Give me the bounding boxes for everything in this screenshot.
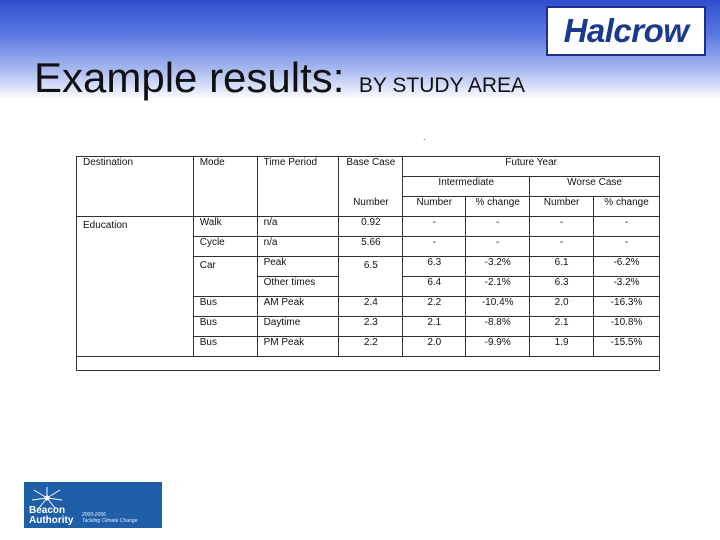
int-pct-cell: -3.2% (466, 257, 530, 277)
worse-pct-cell: -10.8% (594, 317, 660, 337)
header-base-case: Base Case (339, 157, 403, 177)
int-pct-cell: -2.1% (466, 277, 530, 297)
beacon-years: 2000-2006 (82, 512, 106, 518)
beacon-name (29, 506, 73, 526)
worse-pct-cell: -6.2% (594, 257, 660, 277)
table-row (77, 217, 660, 237)
mode-cell: Car (193, 257, 257, 297)
base-cell: 6.5 (339, 257, 403, 297)
int-num-cell: 6.3 (403, 257, 466, 277)
title-sub: BY STUDY AREA (358, 74, 526, 97)
table-bottom-spacer (77, 357, 660, 371)
table-bottom-spacer-cell (77, 357, 660, 371)
slide-title (34, 54, 525, 102)
period-cell: n/a (257, 217, 339, 237)
int-num-cell: 2.0 (403, 337, 466, 357)
header-mode: Mode (193, 157, 257, 217)
header-intermediate: Intermediate (403, 177, 530, 197)
period-cell: Other times (257, 277, 339, 297)
worse-num-cell: 2.1 (530, 317, 594, 337)
worse-pct-cell: -16.3% (594, 297, 660, 317)
int-pct-cell: - (466, 217, 530, 237)
int-num-cell: 2.1 (403, 317, 466, 337)
worse-num-cell: 2.0 (530, 297, 594, 317)
header-int-pct: % change (466, 197, 530, 217)
period-cell: Daytime (257, 317, 339, 337)
halcrow-logo (546, 6, 706, 56)
mode-cell: Bus (193, 297, 257, 317)
int-pct-cell: -9.9% (466, 337, 530, 357)
mode-cell: Bus (193, 337, 257, 357)
period-cell: Peak (257, 257, 339, 277)
header-base-case-spacer (339, 177, 403, 197)
beacon-authority-logo (24, 482, 162, 528)
beacon-tagline-text: Tackling Climate Change (82, 518, 138, 524)
beacon-tagline (82, 512, 137, 524)
worse-num-cell: - (530, 217, 594, 237)
int-num-cell: 6.4 (403, 277, 466, 297)
period-cell: AM Peak (257, 297, 339, 317)
stray-dot: . (423, 132, 426, 142)
int-num-cell: 2.2 (403, 297, 466, 317)
halcrow-logo-text: Halcrow (563, 12, 689, 49)
worse-num-cell: - (530, 237, 594, 257)
results-table (76, 156, 660, 371)
destination-cell: Education (77, 217, 194, 357)
header-destination: Destination (77, 157, 194, 217)
int-num-cell: - (403, 237, 466, 257)
int-pct-cell: - (466, 237, 530, 257)
worse-num-cell: 6.1 (530, 257, 594, 277)
base-cell: 2.4 (339, 297, 403, 317)
base-cell: 2.3 (339, 317, 403, 337)
worse-pct-cell: - (594, 237, 660, 257)
header-worse-number: Number (530, 197, 594, 217)
worse-pct-cell: - (594, 217, 660, 237)
mode-cell: Cycle (193, 237, 257, 257)
int-pct-cell: -10.4% (466, 297, 530, 317)
header-base-number: Number (339, 197, 403, 217)
header-time-period: Time Period (257, 157, 339, 217)
mode-cell: Walk (193, 217, 257, 237)
header-worse-case: Worse Case (530, 177, 660, 197)
title-main: Example results: (34, 54, 345, 101)
worse-pct-cell: -3.2% (594, 277, 660, 297)
base-cell: 5.66 (339, 237, 403, 257)
period-cell: PM Peak (257, 337, 339, 357)
beacon-name-line2: Authority (29, 515, 74, 526)
base-cell: 0.92 (339, 217, 403, 237)
worse-pct-cell: -15.5% (594, 337, 660, 357)
worse-num-cell: 6.3 (530, 277, 594, 297)
header-future-year: Future Year (403, 157, 660, 177)
int-pct-cell: -8.8% (466, 317, 530, 337)
header-worse-pct: % change (594, 197, 660, 217)
base-cell: 2.2 (339, 337, 403, 357)
beacon-name-line1: Beacon (29, 505, 66, 516)
worse-num-cell: 1.9 (530, 337, 594, 357)
mode-cell: Bus (193, 317, 257, 337)
period-cell: n/a (257, 237, 339, 257)
int-num-cell: - (403, 217, 466, 237)
header-int-number: Number (403, 197, 466, 217)
